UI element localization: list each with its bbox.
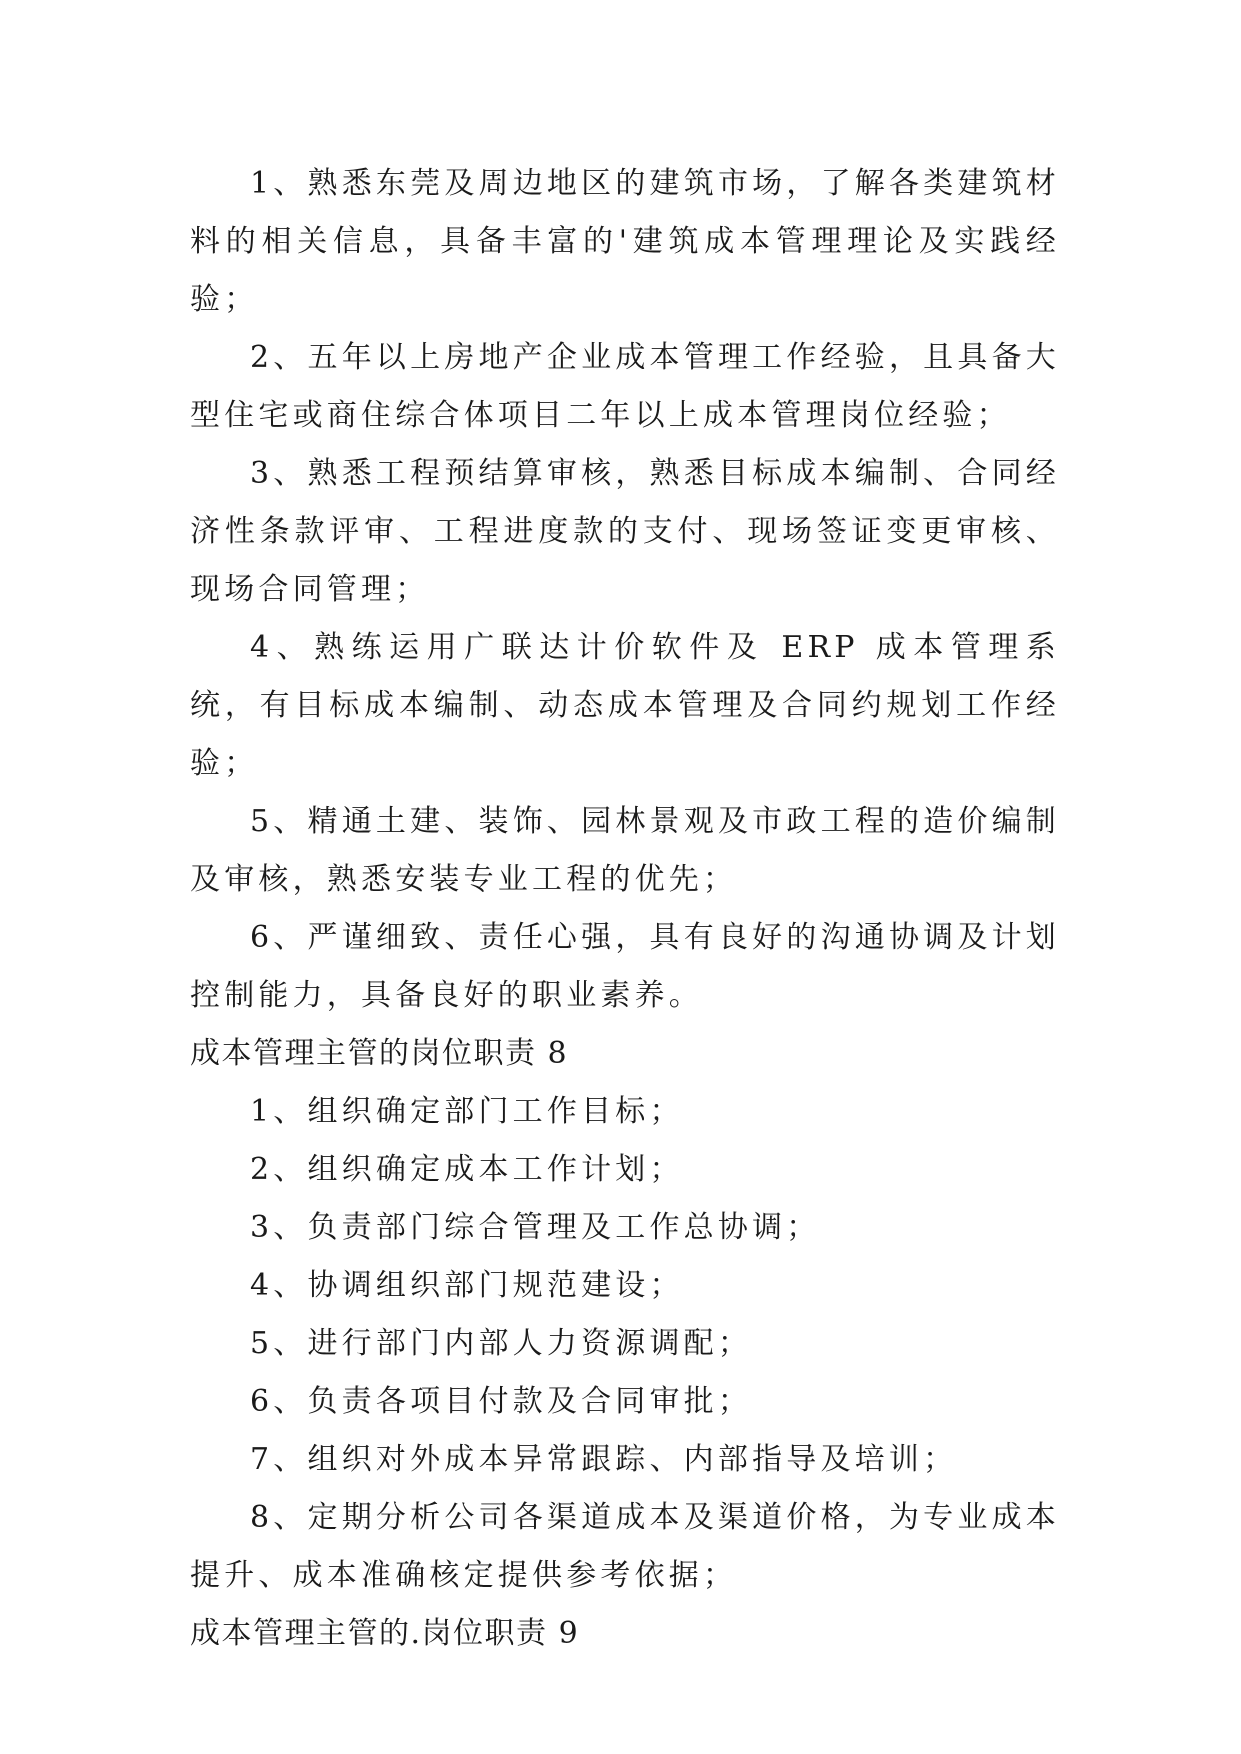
section-heading: 成本管理主管的.岗位职责 9 — [190, 1616, 580, 1651]
list-item: 2、五年以上房地产企业成本管理工作经验，且具备大型住宅或商住综合体项目二年以上成本管理岗位经验； — [190, 340, 1060, 433]
list-item: 1、熟悉东莞及周边地区的建筑市场，了解各类建筑材料的相关信息，具备丰富的'建筑成本管理理论及实践经验； — [190, 166, 1060, 317]
list-item: 4、协调组织部门规范建设； — [250, 1268, 684, 1303]
list-item: 5、精通土建、装饰、园林景观及市政工程的造价编制及审核，熟悉安装专业工程的优先； — [190, 804, 1060, 897]
section-heading: 成本管理主管的岗位职责 8 — [190, 1036, 569, 1071]
list-item: 7、组织对外成本异常跟踪、内部指导及培训； — [250, 1442, 958, 1477]
list-item: 1、组织确定部门工作目标； — [250, 1094, 684, 1129]
list-item: 8、定期分析公司各渠道成本及渠道价格，为专业成本提升、成本准确核定提供参考依据； — [190, 1500, 1060, 1593]
list-item: 3、负责部门综合管理及工作总协调； — [250, 1210, 821, 1245]
list-item: 6、负责各项目付款及合同审批； — [250, 1384, 753, 1419]
list-item: 5、进行部门内部人力资源调配； — [250, 1326, 753, 1361]
list-item: 4、熟练运用广联达计价软件及 ERP 成本管理系统，有目标成本编制、动态成本管理及合同约规划工作经验； — [190, 630, 1060, 781]
list-item: 6、严谨细致、责任心强，具有良好的沟通协调及计划控制能力，具备良好的职业素养。 — [190, 920, 1060, 1013]
list-item: 2、组织确定成本工作计划； — [250, 1152, 684, 1187]
list-item: 3、熟悉工程预结算审核，熟悉目标成本编制、合同经济性条款评审、工程进度款的支付、现场签证变更审核、现场合同管理； — [190, 456, 1060, 607]
document-page — [190, 155, 1060, 1663]
